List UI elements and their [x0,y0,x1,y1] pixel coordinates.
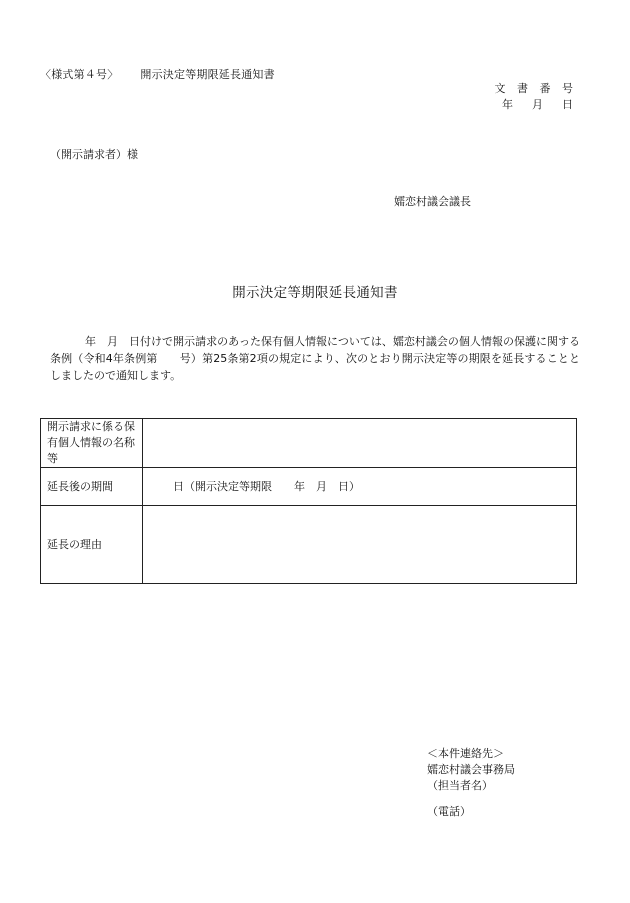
contact-phone: （電話） [427,805,471,818]
form-header [40,66,275,82]
table-row [41,419,577,468]
table-row [41,468,577,506]
contact-heading: ＜本件連絡先＞ [427,747,504,760]
table-row [41,506,577,584]
issue-date: 年 月 日 [502,98,577,111]
row-label-reason: 延長の理由 [41,506,143,584]
row-label-info-name: 開示請求に係る保有個人情報の名称等 [41,419,143,468]
row-value-info-name [143,419,577,468]
body-paragraph: 年 月 日付けで開示請求のあった保有個人情報については、嬬恋村議会の個人情報の保護に関する条例（令和4年条例第 号）第25条第2項の規定により、次のとおり開示決定等の期限を延長することとしましたので通知します。 [50,335,580,382]
contact-person: （担当者名） [427,779,493,792]
info-table [40,418,577,584]
contact-office: 嬬恋村議会事務局 [427,763,515,776]
row-label-extended-period: 延長後の期間 [41,468,143,506]
sender: 嬬恋村議会議長 [394,195,471,208]
document-title: 開示決定等期限延長通知書 [232,285,398,301]
document-number: 文 書 番 号 [494,82,577,95]
form-number: 〈様式第４号〉 [40,68,119,81]
form-header-title: 開示決定等期限延長通知書 [140,68,275,81]
row-value-extended-period: 日（開示決定等期限 年 月 日） [143,468,577,506]
addressee: （開示請求者）様 [50,148,138,161]
row-value-reason [143,506,577,584]
